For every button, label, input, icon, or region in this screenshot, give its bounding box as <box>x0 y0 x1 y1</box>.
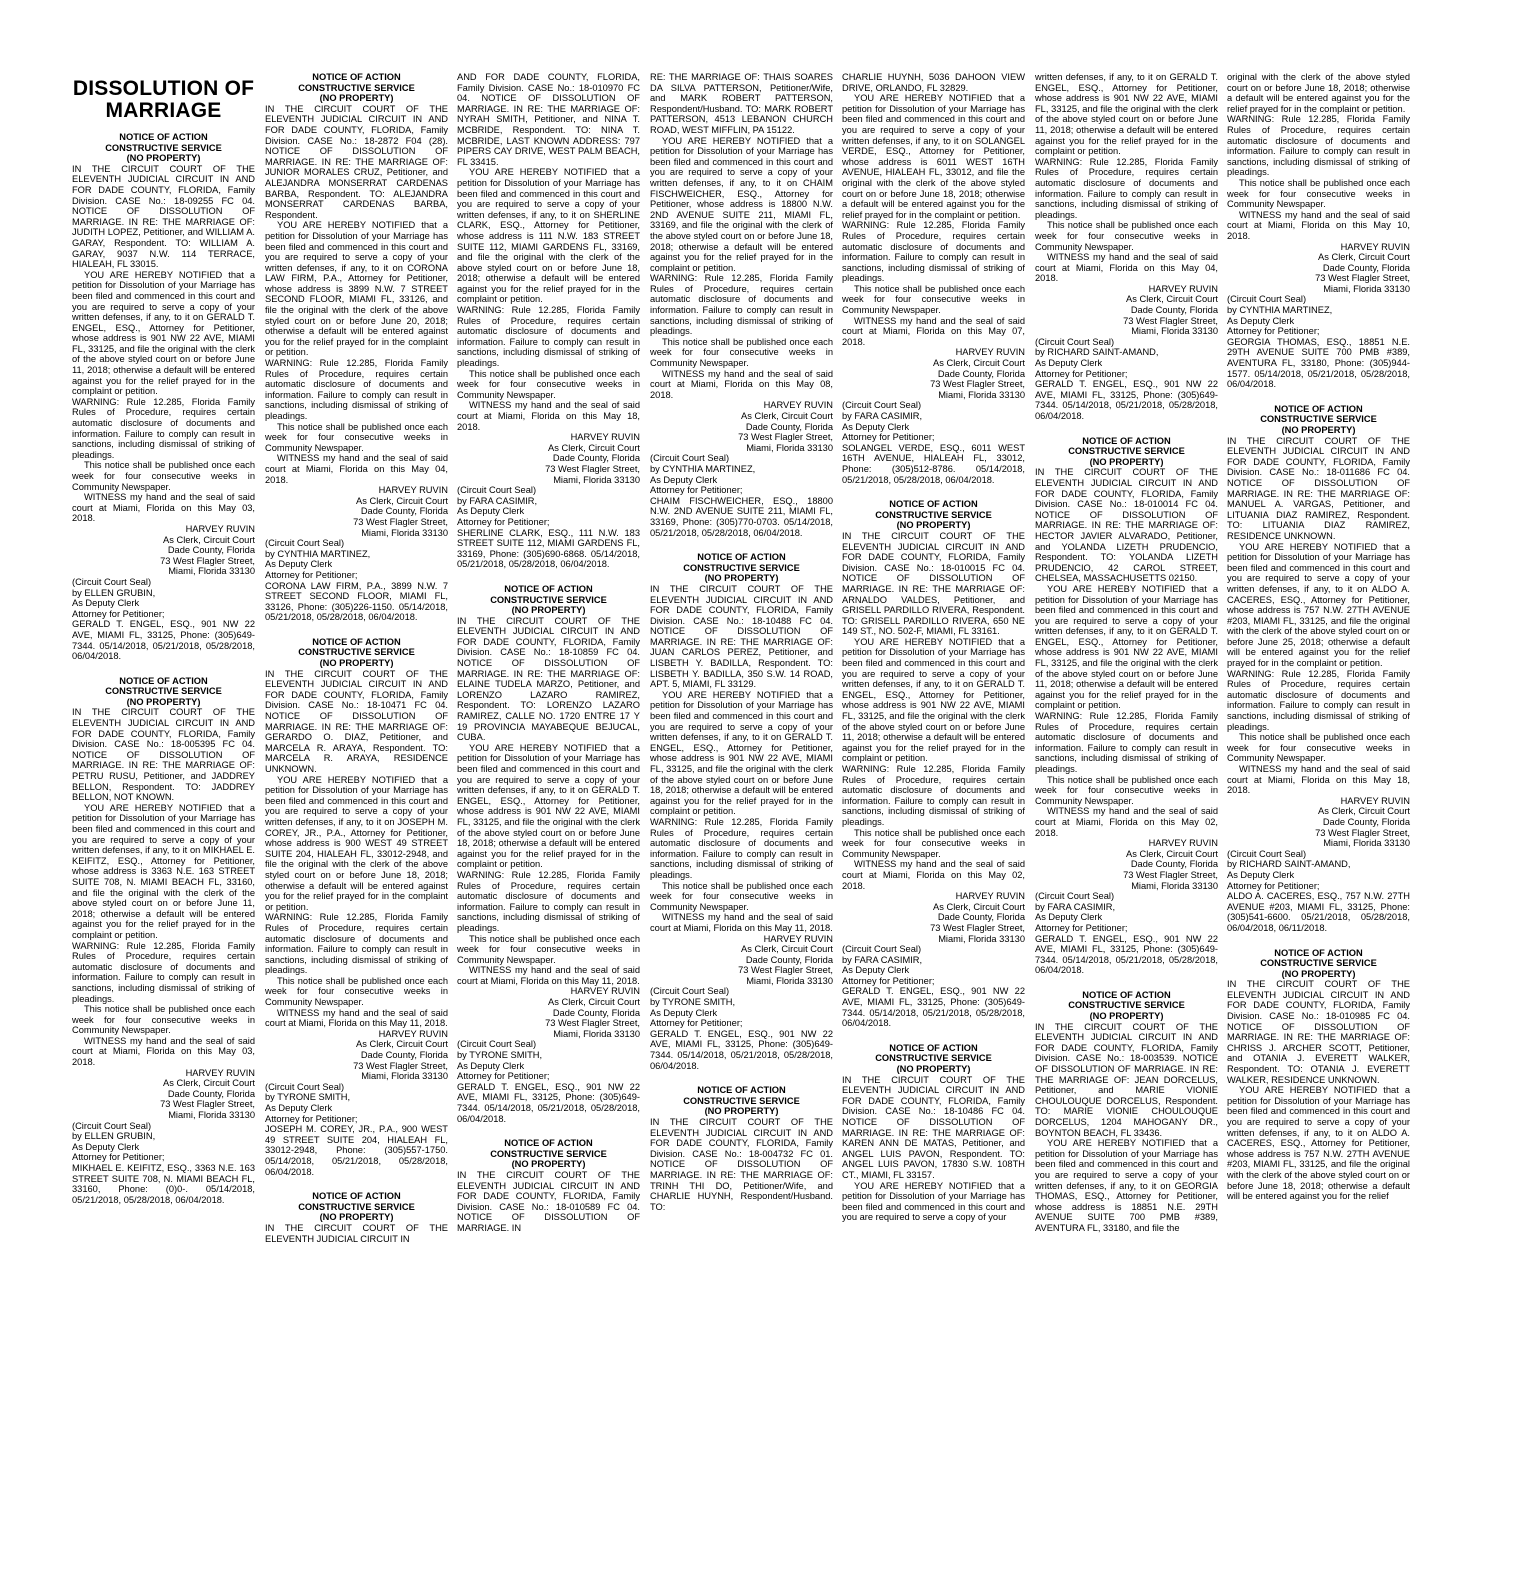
notice-paragraph: This notice shall be published once each week for four consecutive weeks in Community Newspaper. <box>265 421 448 453</box>
notice-paragraph: WARNING: Rule 12.285, Florida Family Rules of Procedure, requires certain automatic disclosure of documents and information. Failure to comply can result in sanctions, including dismissal of striking of pleadings. <box>265 358 448 421</box>
notice-paragraph: YOU ARE HEREBY NOTIFIED that a petition for Dissolution of your Marriage has been filed and commenced in this court and you are required to serve a copy of your written defenses, if any, to it on GERALD T. ENGEL, ESQ., Attorney for Petitioner, whose address is 901 NW 22 AVE, MIAMI FL, 33125, and file the original with the clerk of the above styled court on or before June 11, 2018; otherwise a default will be entered against you for the relief prayed for in the complaint or petition. <box>72 269 255 397</box>
notice-paragraph: IN THE CIRCUIT COURT OF THE ELEVENTH JUDICIAL CIRCUIT IN AND FOR DADE COUNTY, FLORIDA, Family Division. CASE No.: 18-10486 FC 04. NOTICE OF DISSOLUTION OF MARRIAGE. IN RE: THE MARRIAGE OF: KAREN ANN DE MATAS, Petitioner, and ANGEL LUIS PAVON, Respondent. TO: ANGEL LUIS PAVON, 17830 S.W. 108TH CT., MIAMI, FL 33157. <box>842 1074 1025 1180</box>
notice-heading: NOTICE OF ACTION CONSTRUCTIVE SERVICE (NO PROPERTY) <box>490 583 607 616</box>
notice-heading: NOTICE OF ACTION CONSTRUCTIVE SERVICE (NO PROPERTY) <box>1260 947 1377 979</box>
clerk-signature: HARVEY RUVIN As Clerk, Circuit Court Dade County, Florida 73 West Flagler Street, Miami, Florida 33130 <box>930 347 1025 400</box>
notice-paragraph: WARNING: Rule 12.285, Florida Family Rules of Procedure, requires certain automatic disclosure of documents and information. Failure to comply can result in sanctions, including dismissal of striking of pleadings. <box>457 305 640 369</box>
notice-heading: NOTICE OF ACTION CONSTRUCTIVE SERVICE (NO PROPERTY) <box>683 552 800 584</box>
notice-paragraph: This notice shall be published once each week for four consecutive weeks in Community Newspaper. <box>842 827 1025 859</box>
notice-paragraph: (Circuit Court Seal) by CYNTHIA MARTINEZ, As Deputy Clerk Attorney for Petitioner; CORONA LAW FIRM, P.A., 3899 N.W. 7 STREET SECOND FLOOR, MIAMI FL, 33126, Phone: (305)226-1150. 05/14/2018, 05/21/2018, 05/28/2018, 06/04/2018. <box>265 538 448 623</box>
notice-heading: NOTICE OF ACTION CONSTRUCTIVE SERVICE (NO PROPERTY) <box>298 636 415 669</box>
legal-notice <box>72 132 255 662</box>
notice-paragraph: IN THE CIRCUIT COURT OF THE ELEVENTH JUDICIAL CIRCUIT IN AND FOR DADE COUNTY, FLORIDA, Family Division. CASE No.: 18-010015 FC 04. NOTICE OF DISSOLUTION OF MARRIAGE. IN RE: THE MARRIAGE OF: ARNALDO VALDES, Petitioner, and GRISELL PARDILLO RIVERA, Respondent. TO: GRISELL PARDILLO RIVERA, 650 NE 149 ST., NO. 502-F, MIAMI, FL 33161. <box>842 530 1025 637</box>
notice-heading: NOTICE OF ACTION CONSTRUCTIVE SERVICE (NO PROPERTY) <box>490 1138 607 1170</box>
notice-heading: NOTICE OF ACTION CONSTRUCTIVE SERVICE (NO PROPERTY) <box>298 1191 415 1223</box>
notice-paragraph: IN THE CIRCUIT COURT OF THE ELEVENTH JUDICIAL CIRCUIT IN AND FOR DADE COUNTY, FLORIDA, Family Division. CASE No.: 18-10859 FC 04. NOTICE OF DISSOLUTION OF MARRIAGE. IN RE: THE MARRIAGE OF: ELAINE TUDELA MARZO, Petitioner, and LORENZO LAZARO RAMIREZ, Respondent. TO: LORENZO LAZARO RAMIREZ, CALLE NO. 1720 ENTRE 17 Y 19 PROVINCIA MAYABEQUE BEJUCAL, CUBA. <box>457 615 640 743</box>
notice-paragraph: WARNING: Rule 12.285, Florida Family Rules of Procedure, requires certain automatic disclosure of documents and information. Failure to comply can result in sanctions, including dismissal of striking of pleadings. <box>72 396 255 460</box>
clerk-signature: HARVEY RUVIN As Clerk, Circuit Court Dade County, Florida 73 West Flagler Street, Miami, Florida 33130 <box>160 1067 255 1121</box>
notice-paragraph: YOU ARE HEREBY NOTIFIED that a petition for Dissolution of your Marriage has been filed and commenced in this court and you are required to serve a copy of your written defenses, if any, to it on GERALD T. ENGEL, ESQ., Attorney for Petitioner, whose address is 901 NW 22 AVE, MIAMI FL, 33125, and file the original with the clerk of the above styled court on or before June 11, 2018; otherwise a default will be entered against you for the relief prayed for in the complaint or petition. <box>1035 583 1218 711</box>
notice-paragraph: (Circuit Court Seal) by TYRONE SMITH, As Deputy Clerk Attorney for Petitioner; GERALD T. ENGEL, ESQ., 901 NW 22 AVE, MIAMI FL, 33125, Phone: (305)649-7344. 05/14/2018, 05/21/2018, 05/28/2018, 06/04/2018. <box>457 1039 640 1124</box>
notice-paragraph: CHARLIE HUYNH, 5036 DAHOON VIEW DRIVE, ORLANDO, FL 32829. <box>842 72 1025 93</box>
notice-paragraph: WITNESS my hand and the seal of said court at Miami, Florida on this May 11, 2018. <box>650 912 833 933</box>
notice-continuation <box>1227 72 1410 390</box>
notice-paragraph: YOU ARE HEREBY NOTIFIED that a petition for Dissolution of your Marriage has been filed and commenced in this court and you are required to serve a copy of your written defenses, if any, to it on SHERLINE CLARK, ESQ., Attorney for Petitioner, whose address is 111 N.W. 183 STREET SUITE 112, MIAMI GARDENS FL, 33169, and file the original with the clerk of the above styled court on or before June 18, 2018; otherwise a default will be entered against you for the relief prayed for in the complaint or petition. <box>457 167 640 305</box>
notice-paragraph: (Circuit Court Seal) by FARA CASIMIR, As Deputy Clerk Attorney for Petitioner; GERALD T. ENGEL, ESQ., 901 NW 22 AVE, MIAMI FL, 33125, Phone: (305)649-7344. 05/14/2018, 05/21/2018, 05/28/2018, 06/04/2018. <box>1035 891 1218 976</box>
notice-paragraph: YOU ARE HEREBY NOTIFIED that a petition for Dissolution of your Marriage has been filed and commenced in this court and you are required to serve a copy of your written defenses, if any, to it on JOSEPH M. COREY, JR., P.A., Attorney for Petitioner, whose address is 900 WEST 49 STREET SUITE 204, HIALEAH FL, 33012-2948, and file the original with the clerk of the above styled court on or before June 18, 2018; otherwise a default will be entered against you for the relief prayed for in the complaint or petition. <box>265 774 448 912</box>
legal-notice <box>842 499 1025 1029</box>
notice-paragraph: WITNESS my hand and the seal of said court at Miami, Florida on this May 03, 2018. <box>72 1035 255 1068</box>
clerk-signature: HARVEY RUVIN As Clerk, Circuit Court Dade County, Florida 73 West Flagler Street, Miami, Florida 33130 <box>353 485 448 538</box>
notice-paragraph: WITNESS my hand and the seal of said court at Miami, Florida on this May 18, 2018. <box>457 400 640 432</box>
notice-paragraph: IN THE CIRCUIT COURT OF THE ELEVENTH JUDICIAL CIRCUIT IN AND FOR DADE COUNTY, FLORIDA, Family Division. CASE No.: 18-09255 FC 04. NOTICE OF DISSOLUTION OF MARRIAGE. IN RE: THE MARRIAGE OF: JUDITH LOPEZ, Petitioner, and WILLIAM A. GARAY, Respondent. TO: WILLIAM A. GARAY, 9037 N.W. 114 TERRACE, HIALEAH, FL 33015. <box>72 163 255 270</box>
notice-paragraph: IN THE CIRCUIT COURT OF THE ELEVENTH JUDICIAL CIRCUIT IN AND FOR DADE COUNTY, FLORIDA, Family Division. CASE No.: 18-010985 FC 04. NOTICE OF DISSOLUTION OF MARRIAGE. IN RE: THE MARRIAGE OF: CHRISS J. ARCHER SCOTT, Petitioner, and OTANIA J. EVERETT WALKER, Respondent. TO: OTANIA J. EVERETT WALKER, RESIDENCE UNKNOWN. <box>1227 979 1410 1085</box>
notice-continuation <box>457 72 640 570</box>
notice-paragraph: YOU ARE HEREBY NOTIFIED that a petition for Dissolution of your Marriage has been filed and commenced in this court and you are required to serve a copy of your written defenses, if any, to it on MIKHAEL E. KEIFITZ, ESQ., Attorney for Petitioner, whose address is 3363 N.E. 163 STREET SUITE 708, N. MIAMI BEACH FL, 33160, and file the original with the clerk of the above styled court on or before June 11, 2018; otherwise a default will be entered against you for the relief prayed for in the complaint or petition. <box>72 802 255 940</box>
notice-heading: NOTICE OF ACTION CONSTRUCTIVE SERVICE (NO PROPERTY) <box>1068 435 1185 467</box>
notice-paragraph: WITNESS my hand and the seal of said court at Miami, Florida on this May 08, 2018. <box>650 368 833 400</box>
legal-notice <box>1227 948 1410 1202</box>
notice-heading: NOTICE OF ACTION CONSTRUCTIVE SERVICE (NO PROPERTY) <box>683 1085 800 1117</box>
legal-notice <box>457 1138 640 1233</box>
notice-paragraph: IN THE CIRCUIT COURT OF THE ELEVENTH JUDICIAL CIRCUIT IN AND FOR DADE COUNTY, FLORIDA, Family Division. CASE No.: 18-011686 FC 04. NOTICE OF DISSOLUTION OF MARRIAGE. IN RE: THE MARRIAGE OF: MANUEL A. VARGAS, Petitioner, and LITUANIA DIAZ RAMIREZ, Respondent. TO: LITUANIA DIAZ RAMIREZ, RESIDENCE UNKNOWN. <box>1227 435 1410 541</box>
legal-notice <box>265 637 448 1177</box>
notice-paragraph: (Circuit Court Seal) by FARA CASIMIR, As Deputy Clerk Attorney for Petitioner; SOLANGEL VERDE, ESQ., 6011 WEST 16TH AVENUE, HIALEAH FL, 33012, Phone: (305)512-8786. 05/14/2018, 05/21/2018, 05/28/2018, 06/04/2018. <box>842 400 1025 485</box>
clerk-signature: HARVEY RUVIN As Clerk, Circuit Court Dade County, Florida 73 West Flagler Street, Miami, Florida 33130 <box>353 1028 448 1082</box>
notice-paragraph: AND FOR DADE COUNTY, FLORIDA, Family Division. CASE No.: 18-010970 FC 04. NOTICE OF DISSOLUTION OF MARRIAGE. IN RE: THE MARRIAGE OF: NYRAH SMITH, Petitioner, and NINA T. MCBRIDE, Respondent. TO: NINA T. MCBRIDE, LAST KNOWN ADDRESS: 797 PIPERS CAY DRIVE, WEST PALM BEACH, FL 33415. <box>457 72 640 167</box>
notice-paragraph: WARNING: Rule 12.285, Florida Family Rules of Procedure, requires certain automatic disclosure of documents and information. Failure to comply can result in sanctions, including dismissal of striking of pleadings. <box>1227 114 1410 178</box>
legal-notice <box>650 1085 833 1212</box>
notice-paragraph: IN THE CIRCUIT COURT OF THE ELEVENTH JUDICIAL CIRCUIT IN AND FOR DADE COUNTY, FLORIDA, Family Division. CASE No.: 18-010014 FC 04. NOTICE OF DISSOLUTION OF MARRIAGE. IN RE: THE MARRIAGE OF: HECTOR JAVIER ALVARADO, Petitioner, and YOLANDA LIZETH PRUDENCIO, Respondent. TO: YOLANDA LIZETH PRUDENCIO, 42 CAROL STREET, CHELSEA, MASSACHUSETTS 02150. <box>1035 467 1218 584</box>
notice-paragraph: (Circuit Court Seal) by ELLEN GRUBIN, As Deputy Clerk Attorney for Petitioner; GERALD T. ENGEL, ESQ., 901 NW 22 AVE, MIAMI FL, 33125, Phone: (305)649-7344. 05/14/2018, 05/21/2018, 05/28/2018, 06/04/2018. <box>72 576 255 662</box>
notice-paragraph: YOU ARE HEREBY NOTIFIED that a petition for Dissolution of your Marriage has been filed and commenced in this court and you are required to serve a copy of your written defenses, if any, to it on GERALD T. ENGEL, ESQ., Attorney for Petitioner, whose address is 901 NW 22 AVE, MIAMI FL, 33125, and file the original with the clerk of the above styled court on or before June 18, 2018; otherwise a default will be entered against you for the relief prayed for in the complaint or petition. <box>650 689 833 817</box>
notice-paragraph: YOU ARE HEREBY NOTIFIED that a petition for Dissolution of your Marriage has been filed and commenced in this court and you are required to serve a copy of your written defenses, if any, to it on ALDO A. CACERES, ESQ., Attorney for Petitioner, whose address is 757 N.W. 27TH AVENUE #203, MIAMI FL, 33125, and file the original with the clerk of the above styled court on or before June 18, 2018; otherwise a default will be entered against you for the relief <box>1227 1085 1410 1202</box>
notice-paragraph: WARNING: Rule 12.285, Florida Family Rules of Procedure, requires certain automatic disclosure of documents and information. Failure to comply can result in sanctions, including dismissal of striking of pleadings. <box>650 816 833 880</box>
legal-notice <box>265 72 448 623</box>
legal-notice <box>1035 990 1218 1234</box>
notice-paragraph: WARNING: Rule 12.285, Florida Family Rules of Procedure, requires certain automatic disclosure of documents and information. Failure to comply can result in sanctions, including dismissal of striking of pleadings. <box>1035 156 1218 220</box>
notice-paragraph: WARNING: Rule 12.285, Florida Family Rules of Procedure, requires certain automatic disclosure of documents and information. Failure to comply can result in sanctions, including dismissal of striking of pleadings. <box>1035 711 1218 774</box>
notice-paragraph: WITNESS my hand and the seal of said court at Miami, Florida on this May 11, 2018. <box>265 1007 448 1029</box>
notice-paragraph: YOU ARE HEREBY NOTIFIED that a petition for Dissolution of your Marriage has been filed and commenced in this court and you are required to serve a copy of your written defenses, if any, to it on GEORGIA THOMAS, ESQ., Attorney for Petitioner, whose address is 18851 N.E. 29TH AVENUE SUITE 700 PMB #389, AVENTURA FL, 33180, and file the <box>1035 1138 1218 1233</box>
notice-paragraph: This notice shall be published once each week for four consecutive weeks in Community Newspaper. <box>72 1004 255 1036</box>
notice-paragraph: IN THE CIRCUIT COURT OF THE ELEVENTH JUDICIAL CIRCUIT IN <box>265 1222 448 1244</box>
notice-continuation <box>842 72 1025 485</box>
notice-paragraph: YOU ARE HEREBY NOTIFIED that a petition for Dissolution of your Marriage has been filed and commenced in this court and you are required to serve a copy of your written defenses, if any, to it on SOLANGEL VERDE, ESQ., Attorney for Petitioner, whose address is 6011 WEST 16TH AVENUE, HIALEAH FL, 33012, and file the original with the clerk of the above styled court on or before June 18, 2018; otherwise a default will be entered against you for the relief prayed for in the complaint or petition. <box>842 93 1025 220</box>
notice-paragraph: IN THE CIRCUIT COURT OF THE ELEVENTH JUDICIAL CIRCUIT IN AND FOR DADE COUNTY, FLORIDA, Family Division. CASE No.: 18-2872 F04 (28). NOTICE OF DISSOLUTION OF MARRIAGE. IN RE: THE MARRIAGE OF: JUNIOR MORALES CRUZ, Petitioner, and ALEJANDRA MONSERRAT CARDENAS BARBA, Respondent. TO: ALEJANDRA MONSERRAT CARDENAS BARBA, Respondent. <box>265 103 448 220</box>
clerk-signature: HARVEY RUVIN As Clerk, Circuit Court Dade County, Florida 73 West Flagler Street, Miami, Florida 33130 <box>738 400 833 453</box>
column-2 <box>265 72 448 1258</box>
notice-paragraph: WARNING: Rule 12.285, Florida Family Rules of Procedure, requires certain automatic disclosure of documents and information. Failure to comply can result in sanctions, including dismissal of striking of pleadings. <box>842 764 1025 827</box>
notice-paragraph: RE: THE MARRIAGE OF: THAIS SOARES DA SILVA PATTERSON, Petitioner/Wife, and MARK ROBERT PATTERSON, Respondent/Husband. TO: MARK ROBERT PATTERSON, 4513 LEBANON CHURCH ROAD, WEST MIFFLIN, PA 15122. <box>650 72 833 135</box>
notice-paragraph: YOU ARE HEREBY NOTIFIED that a petition for Dissolution of your Marriage has been filed and commenced in this court and you are required to serve a copy of your written defenses, if any, to it on GERALD T. ENGEL, ESQ., Attorney for Petitioner, whose address is 901 NW 22 AVE, MIAMI FL, 33125, and file the original with the clerk of the above styled court on or before June 18, 2018; otherwise a default will be entered against you for the relief prayed for in the complaint or petition. <box>457 742 640 870</box>
column-6 <box>1035 72 1218 1248</box>
column-1 <box>72 72 255 1219</box>
legal-notice <box>265 1191 448 1244</box>
notice-paragraph: WITNESS my hand and the seal of said court at Miami, Florida on this May 02, 2018. <box>1035 806 1218 838</box>
notice-paragraph: This notice shall be published once each week for four consecutive weeks in Community Newspaper. <box>72 460 255 492</box>
column-3 <box>457 72 640 1248</box>
legal-notice <box>1035 436 1218 976</box>
notice-paragraph: IN THE CIRCUIT COURT OF THE ELEVENTH JUDICIAL CIRCUIT IN AND FOR DADE COUNTY, FLORIDA, Family Division. CASE No.: 18-003539. NOTICE OF DISSOLUTION OF MARRIAGE. IN RE: THE MARRIAGE OF: JEAN DORCELUS, Petitioner, and MARIE VIONIE CHOULOUQUE DORCELUS, Respondent. TO: MARIE VIONIE CHOULOUQUE DORCELUS, 1204 MAHOGANY DR., BOYNTON BEACH, FL 33436. <box>1035 1021 1218 1138</box>
notice-paragraph: IN THE CIRCUIT COURT OF THE ELEVENTH JUDICIAL CIRCUIT IN AND FOR DADE COUNTY, FLORIDA, Family Division. CASE No.: 18-005395 FC 04. NOTICE OF DISSOLUTION OF MARRIAGE. IN RE: THE MARRIAGE OF: PETRU RUSU, Petitioner, and JADDREY BELLON, Respondent. TO: JADDREY BELLON, NOT KNOWN. <box>72 707 255 803</box>
notice-continuation <box>650 72 833 538</box>
notice-heading: NOTICE OF ACTION CONSTRUCTIVE SERVICE (NO PROPERTY) <box>1068 989 1185 1022</box>
legal-notice <box>1227 404 1410 934</box>
column-7 <box>1227 72 1410 1216</box>
notice-paragraph: WARNING: Rule 12.285, Florida Family Rules of Procedure, requires certain automatic disclosure of documents and information. Failure to comply can result in sanctions, including dismissal of striking of pleadings. <box>650 273 833 337</box>
notice-paragraph: This notice shall be published once each week for four consecutive weeks in Community Newspaper. <box>1035 774 1218 806</box>
notice-paragraph: YOU ARE HEREBY NOTIFIED that a petition for Dissolution of your Marriage has been filed and commenced in this court and you are required to serve a copy of your <box>842 1180 1025 1223</box>
notice-paragraph: (Circuit Court Seal) by TYRONE SMITH, As Deputy Clerk Attorney for Petitioner; JOSEPH M. COREY, JR., P.A., 900 WEST 49 STREET SUITE 204, HIALEAH FL, 33012-2948, Phone: (305)557-1750. 05/14/2018, 05/21/2018, 05/28/2018, 06/04/2018. <box>265 1081 448 1177</box>
notice-paragraph: (Circuit Court Seal) by CYNTHIA MARTINEZ, As Deputy Clerk Attorney for Petitioner; GEORGIA THOMAS, ESQ., 18851 N.E. 29TH AVENUE SUITE 700 PMB #389, AVENTURA FL, 33180, Phone: (305)944-1577. 05/14/2018, 05/21/2018, 05/28/2018, 06/04/2018. <box>1227 294 1410 390</box>
notice-paragraph: written defenses, if any, to it on GERALD T. ENGEL, ESQ., Attorney for Petitioner, whose address is 901 NW 22 AVE, MIAMI FL, 33125, and file the original with the clerk of the above styled court on or before June 11, 2018; otherwise a default will be entered against you for the relief prayed for in the complaint or petition. <box>1035 72 1218 157</box>
notice-paragraph: (Circuit Court Seal) by FARA CASIMIR, As Deputy Clerk Attorney for Petitioner; GERALD T. ENGEL, ESQ., 901 NW 22 AVE, MIAMI FL, 33125, Phone: (305)649-7344. 05/14/2018, 05/21/2018, 05/28/2018, 06/04/2018. <box>842 944 1025 1029</box>
legal-notice <box>650 552 833 1071</box>
notice-paragraph: This notice shall be published once each week for four consecutive weeks in Community Newspaper. <box>457 933 640 965</box>
notice-paragraph: original with the clerk of the above styled court on or before June 18, 2018; otherwise a default will be entered against you for the relief prayed for in the complaint or petition. <box>1227 72 1410 114</box>
notice-paragraph: IN THE CIRCUIT COURT OF THE ELEVENTH JUDICIAL CIRCUIT IN AND FOR DADE COUNTY, FLORIDA, Family Division. CASE No.: 18-004732 FC 01. NOTICE OF DISSOLUTION OF MARRIAGE. IN RE: THE MARRIAGE OF: TRINH THI DO, Petitioner/Wife, and CHARLIE HUYNH, Respondent/Husband. TO: <box>650 1117 833 1212</box>
clerk-signature: HARVEY RUVIN As Clerk, Circuit Court Dade County, Florida 73 West Flagler Street, Miami, Florida 33130 <box>1123 283 1218 337</box>
clerk-signature: HARVEY RUVIN As Clerk, Circuit Court Dade County, Florida 73 West Flagler Street, Miami, Florida 33130 <box>1315 795 1410 849</box>
notice-paragraph: (Circuit Court Seal) by FARA CASIMIR, As Deputy Clerk Attorney for Petitioner; SHERLINE CLARK, ESQ., 111 N.W. 183 STREET SUITE 112, MIAMI GARDENS FL, 33169, Phone: (305)690-6868. 05/14/2018, 05/21/2018, 05/28/2018, 06/04/2018. <box>457 485 640 570</box>
notice-paragraph: This notice shall be published once each week for four consecutive weeks in Community Newspaper. <box>1227 732 1410 764</box>
notice-paragraph: (Circuit Court Seal) by RICHARD SAINT-AMAND, As Deputy Clerk Attorney for Petitioner; ALDO A. CACERES, ESQ., 757 N.W. 27TH AVENUE #203, MIAMI FL, 33125, Phone: (305)541-6600. 05/21/2018, 05/28/2018, 06/04/2018, 06/11/2018. <box>1227 848 1410 933</box>
notice-paragraph: (Circuit Court Seal) by RICHARD SAINT-AMAND, As Deputy Clerk Attorney for Petitioner; GERALD T. ENGEL, ESQ., 901 NW 22 AVE, MIAMI FL, 33125, Phone: (305)649-7344. 05/14/2018, 05/21/2018, 05/28/2018, 06/04/2018. <box>1035 336 1218 421</box>
notice-paragraph: YOU ARE HEREBY NOTIFIED that a petition for Dissolution of your Marriage has been filed and commenced in this court and you are required to serve a copy of your written defenses, if any, to it on CORONA LAW FIRM, P.A., Attorney for Petitioner, whose address is 3899 N.W. 7 STREET SECOND FLOOR, MIAMI FL, 33126, and file the original with the clerk of the above styled court on or before June 20, 2018; otherwise a default will be entered against you for the relief prayed for in the complaint or petition. <box>265 220 448 358</box>
notice-paragraph: YOU ARE HEREBY NOTIFIED that a petition for Dissolution of your Marriage has been filed and commenced in this court and you are required to serve a copy of your written defenses, if any, to it on GERALD T. ENGEL, ESQ., Attorney for Petitioner, whose address is 901 NW 22 AVE, MIAMI FL, 33125, and file the original with the clerk of the above styled court on or before June 11, 2018; otherwise a default will be entered against you for the relief prayed for in the complaint or petition. <box>842 636 1025 764</box>
notice-paragraph: IN THE CIRCUIT COURT OF THE ELEVENTH JUDICIAL CIRCUIT IN AND FOR DADE COUNTY, FLORIDA, Family Division. CASE No.: 18-010589 FC 04. NOTICE OF DISSOLUTION OF MARRIAGE. IN <box>457 1169 640 1233</box>
notice-heading: NOTICE OF ACTION CONSTRUCTIVE SERVICE (NO PROPERTY) <box>875 499 992 531</box>
notice-paragraph: IN THE CIRCUIT COURT OF THE ELEVENTH JUDICIAL CIRCUIT IN AND FOR DADE COUNTY, FLORIDA, Family Division. CASE No.: 18-10488 FC 04. NOTICE OF DISSOLUTION OF MARRIAGE. IN RE: THE MARRIAGE OF: JUAN CARLOS PEREZ, Petitioner, and LISBETH Y. BADILLA, Respondent. TO: LISBETH Y. BADILLA, 350 S.W. 14 ROAD, APT. 5, MIAMI, FL 33129. <box>650 583 833 690</box>
column-4 <box>650 72 833 1226</box>
notice-paragraph: WITNESS my hand and the seal of said court at Miami, Florida on this May 10, 2018. <box>1227 209 1410 241</box>
notice-paragraph: WITNESS my hand and the seal of said court at Miami, Florida on this May 07, 2018. <box>842 315 1025 347</box>
notice-heading: NOTICE OF ACTION CONSTRUCTIVE SERVICE (NO PROPERTY) <box>298 72 415 104</box>
notice-paragraph: IN THE CIRCUIT COURT OF THE ELEVENTH JUDICIAL CIRCUIT IN AND FOR DADE COUNTY, FLORIDA, Family Division. CASE No.: 18-10471 FC 04. NOTICE OF DISSOLUTION OF MARRIAGE. IN RE: THE MARRIAGE OF: GERARDO O. DIAZ, Petitioner, and MARCELA R. ARAYA, Respondent. TO: MARCELA R. ARAYA, RESIDENCE UNKNOWN. <box>265 668 448 774</box>
notice-paragraph: WARNING: Rule 12.285, Florida Family Rules of Procedure, requires certain automatic disclosure of documents and information. Failure to comply can result in sanctions, including dismissal of striking of pleadings. <box>842 220 1025 284</box>
notice-paragraph: WITNESS my hand and the seal of said court at Miami, Florida on this May 04, 2018. <box>265 453 448 485</box>
notice-paragraph: This notice shall be published once each week for four consecutive weeks in Community Newspaper. <box>1227 177 1410 210</box>
notice-heading: NOTICE OF ACTION CONSTRUCTIVE SERVICE (NO PROPERTY) <box>105 675 222 707</box>
notice-paragraph: YOU ARE HEREBY NOTIFIED that a petition for Dissolution of your Marriage has been filed and commenced in this court and you are required to serve a copy of your written defenses, if any, to it on CHAIM FISCHWEICHER, ESQ., Attorney for Petitioner, whose address is 18800 N.W. 2ND AVENUE SUITE 211, MIAMI FL, 33169, and file the original with the clerk of the above styled court on or before June 18, 2018; otherwise a default will be entered against you for the relief prayed for in the complaint or petition. <box>650 135 833 273</box>
legal-notice <box>72 676 255 1206</box>
notice-paragraph: WARNING: Rule 12.285, Florida Family Rules of Procedure, requires certain automatic disclosure of documents and information. Failure to comply can result in sanctions, including dismissal of striking of pleadings. <box>1227 668 1410 732</box>
notice-continuation <box>1035 72 1218 422</box>
notice-paragraph: WITNESS my hand and the seal of said court at Miami, Florida on this May 03, 2018. <box>72 492 255 524</box>
legal-notice <box>457 584 640 1124</box>
notice-paragraph: WITNESS my hand and the seal of said court at Miami, Florida on this May 02, 2018. <box>842 859 1025 891</box>
notice-heading: NOTICE OF ACTION CONSTRUCTIVE SERVICE (NO PROPERTY) <box>875 1042 992 1075</box>
notice-paragraph: This notice shall be published once each week for four consecutive weeks in Community Newspaper. <box>1035 220 1218 252</box>
notice-paragraph: WARNING: Rule 12.285, Florida Family Rules of Procedure, requires certain automatic disclosure of documents and information. Failure to comply can result in sanctions, including dismissal of striking of pleadings. <box>265 912 448 976</box>
notice-paragraph: WARNING: Rule 12.285, Florida Family Rules of Procedure, requires certain automatic disclosure of documents and information. Failure to comply can result in sanctions, including dismissal of striking of pleadings. <box>457 869 640 933</box>
notice-paragraph: This notice shall be published once each week for four consecutive weeks in Community Newspaper. <box>650 880 833 912</box>
notice-paragraph: (Circuit Court Seal) by TYRONE SMITH, As Deputy Clerk Attorney for Petitioner; GERALD T. ENGEL, ESQ., 901 NW 22 AVE, MIAMI FL, 33125, Phone: (305)649-7344. 05/14/2018, 05/21/2018, 05/28/2018, 06/04/2018. <box>650 986 833 1071</box>
notice-heading: NOTICE OF ACTION CONSTRUCTIVE SERVICE (NO PROPERTY) <box>1260 403 1377 435</box>
clerk-signature: HARVEY RUVIN As Clerk, Circuit Court Dade County, Florida 73 West Flagler Street, Miami, Florida 33130 <box>1123 838 1218 891</box>
notice-paragraph: YOU ARE HEREBY NOTIFIED that a petition for Dissolution of your Marriage has been filed and commenced in this court and you are required to serve a copy of your written defenses, if any, to it on ALDO A. CACERES, ESQ., Attorney for Petitioner, whose address is 757 N.W. 27TH AVENUE #203, MIAMI FL, 33125, and file the original with the clerk of the above styled court on or before June 25, 2018; otherwise a default will be entered against you for the relief prayed for in the complaint or petition. <box>1227 541 1410 669</box>
notice-heading: NOTICE OF ACTION CONSTRUCTIVE SERVICE (NO PROPERTY) <box>105 132 222 164</box>
notice-paragraph: WITNESS my hand and the seal of said court at Miami, Florida on this May 04, 2018. <box>1035 252 1218 284</box>
notice-paragraph: This notice shall be published once each week for four consecutive weeks in Community Newspaper. <box>842 283 1025 316</box>
legal-notice <box>842 1043 1025 1223</box>
section-title: DISSOLUTION OF MARRIAGE <box>72 77 255 122</box>
clerk-signature: HARVEY RUVIN As Clerk, Circuit Court Dade County, Florida 73 West Flagler Street, Miami, Florida 33130 <box>545 986 640 1039</box>
notice-paragraph: WITNESS my hand and the seal of said court at Miami, Florida on this May 11, 2018. <box>457 965 640 986</box>
notice-paragraph: This notice shall be published once each week for four consecutive weeks in Community Newspaper. <box>650 336 833 369</box>
notice-paragraph: (Circuit Court Seal) by CYNTHIA MARTINEZ, As Deputy Clerk Attorney for Petitioner; CHAIM FISCHWEICHER, ESQ., 18800 N.W. 2ND AVENUE SUITE 211, MIAMI FL, 33169, Phone: (305)770-0703. 05/14/2018, 05/21/2018, 05/28/2018, 06/04/2018. <box>650 453 833 538</box>
notice-paragraph: (Circuit Court Seal) by ELLEN GRUBIN, As Deputy Clerk Attorney for Petitioner; MIKHAEL E. KEIFITZ, ESQ., 3363 N.E. 163 STREET SUITE 708, N. MIAMI BEACH FL, 33160, Phone: (0)0-. 05/14/2018, 05/21/2018, 05/28/2018, 06/04/2018. <box>72 1120 255 1205</box>
clerk-signature: HARVEY RUVIN As Clerk, Circuit Court Dade County, Florida 73 West Flagler Street, Miami, Florida 33130 <box>1315 241 1410 294</box>
notice-paragraph: WARNING: Rule 12.285, Florida Family Rules of Procedure, requires certain automatic disclosure of documents and information. Failure to comply can result in sanctions, including dismissal of striking of pleadings. <box>72 940 255 1004</box>
notice-paragraph: This notice shall be published once each week for four consecutive weeks in Community Newspaper. <box>265 975 448 1008</box>
column-5 <box>842 72 1025 1237</box>
clerk-signature: HARVEY RUVIN As Clerk, Circuit Court Dade County, Florida 73 West Flagler Street, Miami, Florida 33130 <box>545 432 640 485</box>
clerk-signature: HARVEY RUVIN As Clerk, Circuit Court Dade County, Florida 73 West Flagler Street, Miami, Florida 33130 <box>160 523 255 577</box>
clerk-signature: HARVEY RUVIN As Clerk, Circuit Court Dade County, Florida 73 West Flagler Street, Miami, Florida 33130 <box>738 933 833 986</box>
notice-paragraph: WITNESS my hand and the seal of said court at Miami, Florida on this May 18, 2018. <box>1227 764 1410 796</box>
clerk-signature: HARVEY RUVIN As Clerk, Circuit Court Dade County, Florida 73 West Flagler Street, Miami, Florida 33130 <box>930 891 1025 944</box>
notice-paragraph: This notice shall be published once each week for four consecutive weeks in Community Newspaper. <box>457 368 640 400</box>
